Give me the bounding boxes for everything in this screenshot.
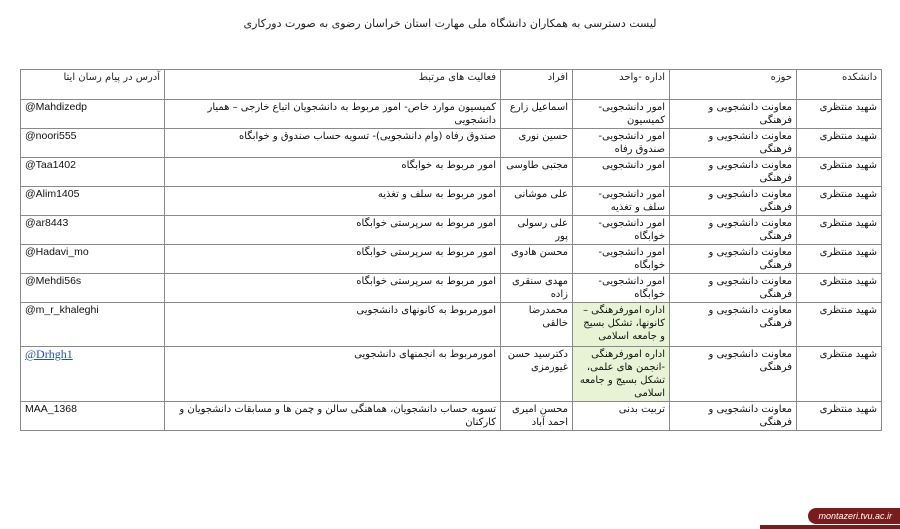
table-row [21, 187, 882, 216]
table-row [21, 402, 882, 431]
cell-person: اسماعیل زارع [501, 100, 573, 129]
cell-area: معاونت دانشجویی و فرهنگی [670, 100, 797, 129]
table-row [21, 347, 882, 402]
cell-handle[interactable]: @Alim1405 [21, 187, 165, 216]
header-handle: آدرس در پیام رسان ایتا [21, 70, 165, 100]
cell-activity: امور مربوط به سلف و تغذیه [165, 187, 501, 216]
cell-college: شهید منتظری [797, 303, 882, 347]
cell-department: امور دانشجویی [573, 158, 670, 187]
cell-department: امور دانشجویی- سلف و تغذیه [573, 187, 670, 216]
cell-college: شهید منتظری [797, 129, 882, 158]
cell-activity: تسویه حساب دانشجویان، هماهنگی سالن و چمن ها و مسابقات دانشجویان و کارکنان [165, 402, 501, 431]
cell-handle[interactable]: @ar8443 [21, 216, 165, 245]
page-title: لیست دسترسی به همکاران دانشگاه ملی مهارت استان خراسان رضوی به صورت دورکاری [243, 17, 657, 30]
cell-person: مجتبی طاوسی [501, 158, 573, 187]
cell-activity: امور مربوط به سرپرستی خوابگاه [165, 245, 501, 274]
cell-person: حسین نوری [501, 129, 573, 158]
header-department: اداره -واحد [573, 70, 670, 100]
cell-person: محمدرضا خالقی [501, 303, 573, 347]
cell-department: امور دانشجویی- کمیسیون [573, 100, 670, 129]
cell-area: معاونت دانشجویی و فرهنگی [670, 187, 797, 216]
cell-handle[interactable]: @Mehdi56s [21, 274, 165, 303]
cell-activity: امورمربوط به کانونهای دانشجویی [165, 303, 501, 347]
header-area: حوزه [670, 70, 797, 100]
table-row [21, 274, 882, 303]
cell-area: معاونت دانشجویی و فرهنگی [670, 347, 797, 402]
cell-person: محسن امیری احمد آباد [501, 402, 573, 431]
cell-activity: صندوق رفاه (وام دانشجویی)- تسویه حساب صندوق و خوابگاه [165, 129, 501, 158]
cell-person: محسن هادوی [501, 245, 573, 274]
cell-department: امور دانشجویی- خوابگاه [573, 245, 670, 274]
cell-person: علی رسولی پور [501, 216, 573, 245]
cell-department: اداره امورفرهنگی -انجمن های علمی، تشکل بسیج و جامعه اسلامی [573, 347, 670, 402]
cell-person: علی موشانی [501, 187, 573, 216]
cell-activity: امور مربوط به سرپرستی خوابگاه [165, 216, 501, 245]
cell-department: تربیت بدنی [573, 402, 670, 431]
cell-person: مهدی سنقری زاده [501, 274, 573, 303]
cell-handle[interactable]: @Taa1402 [21, 158, 165, 187]
table-row [21, 216, 882, 245]
cell-area: معاونت دانشجویی و فرهنگی [670, 158, 797, 187]
cell-college: شهید منتظری [797, 347, 882, 402]
cell-handle[interactable]: @noori555 [21, 129, 165, 158]
header-college: دانشکده [797, 70, 882, 100]
header-activity: فعالیت های مرتبط [165, 70, 501, 100]
cell-college: شهید منتظری [797, 158, 882, 187]
cell-handle[interactable]: @m_r_khaleghi [21, 303, 165, 347]
table-row [21, 158, 882, 187]
footer-strip [0, 525, 900, 529]
cell-college: شهید منتظری [797, 402, 882, 431]
cell-handle[interactable]: @Mahdizedp [21, 100, 165, 129]
cell-college: شهید منتظری [797, 245, 882, 274]
cell-college: شهید منتظری [797, 187, 882, 216]
cell-person: دکترسید حسن غیورمزی [501, 347, 573, 402]
cell-area: معاونت دانشجویی و فرهنگی [670, 274, 797, 303]
table-row [21, 245, 882, 274]
table-header-row [21, 70, 882, 100]
cell-department: امور دانشجویی- صندوق رفاه [573, 129, 670, 158]
cell-activity: امورمربوط به انجمنهای دانشجویی [165, 347, 501, 402]
cell-college: شهید منتظری [797, 274, 882, 303]
cell-college: شهید منتظری [797, 100, 882, 129]
header-person: افراد [501, 70, 573, 100]
cell-handle[interactable]: MAA_1368 [21, 402, 165, 431]
cell-area: معاونت دانشجویی و فرهنگی [670, 245, 797, 274]
cell-area: معاونت دانشجویی و فرهنگی [670, 129, 797, 158]
table-row [21, 129, 882, 158]
cell-activity: امور مربوط به سرپرستی خوابگاه [165, 274, 501, 303]
cell-area: معاونت دانشجویی و فرهنگی [670, 216, 797, 245]
cell-handle[interactable]: @Drhgh1 [21, 347, 165, 402]
cell-area: معاونت دانشجویی و فرهنگی [670, 303, 797, 347]
site-badge[interactable]: montazeri.tvu.ac.ir [808, 508, 900, 524]
cell-department: اداره امورفرهنگی – کانونها، تشکل بسیج و جامعه اسلامی [573, 303, 670, 347]
cell-department: امور دانشجویی- خوابگاه [573, 274, 670, 303]
table-row [21, 100, 882, 129]
cell-college: شهید منتظری [797, 216, 882, 245]
cell-handle[interactable]: @Hadavi_mo [21, 245, 165, 274]
cell-activity: امور مربوط به خوابگاه [165, 158, 501, 187]
cell-activity: کمیسیون موارد خاص- امور مربوط به دانشجویان اتباع خارجی – همیار دانشجویی [165, 100, 501, 129]
table-row [21, 303, 882, 347]
cell-department: امور دانشجویی- خوابگاه [573, 216, 670, 245]
contacts-table [20, 69, 882, 431]
cell-area: معاونت دانشجویی و فرهنگی [670, 402, 797, 431]
